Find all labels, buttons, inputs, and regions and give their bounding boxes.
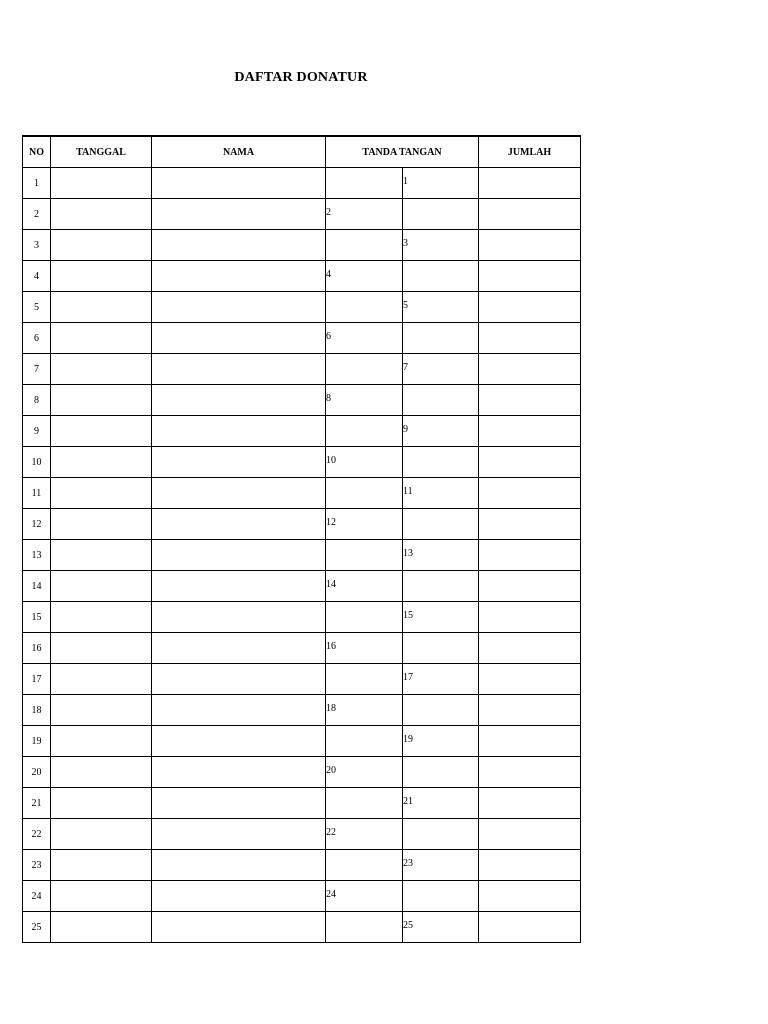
- signature-right-cell[interactable]: [403, 788, 479, 819]
- nama-cell[interactable]: [152, 199, 326, 230]
- tanggal-cell[interactable]: [51, 664, 152, 695]
- signature-number: 10: [326, 454, 336, 466]
- tanggal-cell[interactable]: [51, 323, 152, 354]
- nama-cell[interactable]: [152, 633, 326, 664]
- table-header-row: [23, 136, 581, 168]
- row-number: 4: [23, 261, 51, 292]
- table-row: [23, 571, 581, 602]
- jumlah-cell[interactable]: [479, 261, 581, 292]
- table-row: [23, 354, 581, 385]
- tanggal-cell[interactable]: [51, 540, 152, 571]
- nama-cell[interactable]: [152, 447, 326, 478]
- row-number: 1: [23, 168, 51, 199]
- table-row: [23, 416, 581, 447]
- nama-cell[interactable]: [152, 478, 326, 509]
- signature-number: 1: [403, 175, 408, 187]
- table-row: [23, 540, 581, 571]
- tanggal-cell[interactable]: [51, 261, 152, 292]
- signature-left-cell[interactable]: [326, 230, 403, 261]
- nama-cell[interactable]: [152, 726, 326, 757]
- row-number: 25: [23, 912, 51, 943]
- tanggal-cell[interactable]: [51, 416, 152, 447]
- signature-right-cell[interactable]: [403, 602, 479, 633]
- row-number: 18: [23, 695, 51, 726]
- header-nama: NAMA: [152, 136, 326, 168]
- nama-cell[interactable]: [152, 540, 326, 571]
- row-number: 13: [23, 540, 51, 571]
- tanggal-cell[interactable]: [51, 199, 152, 230]
- nama-cell[interactable]: [152, 571, 326, 602]
- row-number: 24: [23, 881, 51, 912]
- jumlah-cell[interactable]: [479, 788, 581, 819]
- signature-left-cell[interactable]: [326, 292, 403, 323]
- tanggal-cell[interactable]: [51, 726, 152, 757]
- jumlah-cell[interactable]: [479, 540, 581, 571]
- signature-number: 15: [403, 609, 413, 621]
- jumlah-cell[interactable]: [479, 850, 581, 881]
- tanggal-cell[interactable]: [51, 788, 152, 819]
- table-row: [23, 695, 581, 726]
- signature-left-cell[interactable]: [326, 726, 403, 757]
- nama-cell[interactable]: [152, 881, 326, 912]
- signature-left-cell[interactable]: [326, 602, 403, 633]
- jumlah-cell[interactable]: [479, 633, 581, 664]
- signature-left-cell[interactable]: [326, 261, 403, 292]
- tanggal-cell[interactable]: [51, 168, 152, 199]
- jumlah-cell[interactable]: [479, 664, 581, 695]
- signature-left-cell[interactable]: [326, 695, 403, 726]
- signature-number: 8: [326, 392, 331, 404]
- signature-right-cell[interactable]: [403, 509, 479, 540]
- signature-left-cell[interactable]: [326, 323, 403, 354]
- jumlah-cell[interactable]: [479, 323, 581, 354]
- signature-left-cell[interactable]: [326, 168, 403, 199]
- row-number: 22: [23, 819, 51, 850]
- tanggal-cell[interactable]: [51, 633, 152, 664]
- table-row: [23, 199, 581, 230]
- jumlah-cell[interactable]: [479, 416, 581, 447]
- jumlah-cell[interactable]: [479, 695, 581, 726]
- signature-left-cell[interactable]: [326, 633, 403, 664]
- signature-right-cell[interactable]: [403, 912, 479, 943]
- table-row: [23, 478, 581, 509]
- signature-right-cell[interactable]: [403, 757, 479, 788]
- jumlah-cell[interactable]: [479, 292, 581, 323]
- signature-right-cell[interactable]: [403, 199, 479, 230]
- nama-cell[interactable]: [152, 912, 326, 943]
- table-row: [23, 261, 581, 292]
- row-number: 20: [23, 757, 51, 788]
- row-number: 14: [23, 571, 51, 602]
- jumlah-cell[interactable]: [479, 478, 581, 509]
- signature-number: 24: [326, 888, 336, 900]
- row-number: 17: [23, 664, 51, 695]
- nama-cell[interactable]: [152, 261, 326, 292]
- tanggal-cell[interactable]: [51, 695, 152, 726]
- table-row: [23, 323, 581, 354]
- signature-number: 16: [326, 640, 336, 652]
- nama-cell[interactable]: [152, 788, 326, 819]
- jumlah-cell[interactable]: [479, 199, 581, 230]
- table-row: [23, 757, 581, 788]
- jumlah-cell[interactable]: [479, 757, 581, 788]
- signature-left-cell[interactable]: [326, 385, 403, 416]
- tanggal-cell[interactable]: [51, 292, 152, 323]
- signature-left-cell[interactable]: [326, 509, 403, 540]
- jumlah-cell[interactable]: [479, 168, 581, 199]
- signature-right-cell[interactable]: [403, 850, 479, 881]
- table-row: [23, 230, 581, 261]
- nama-cell[interactable]: [152, 850, 326, 881]
- signature-right-cell[interactable]: [403, 633, 479, 664]
- row-number: 9: [23, 416, 51, 447]
- signature-left-cell[interactable]: [326, 478, 403, 509]
- header-tanda-tangan: TANDA TANGAN: [326, 136, 479, 168]
- tanggal-cell[interactable]: [51, 478, 152, 509]
- signature-left-cell[interactable]: [326, 788, 403, 819]
- document-title: DAFTAR DONATUR: [234, 70, 368, 85]
- signature-right-cell[interactable]: [403, 881, 479, 912]
- tanggal-cell[interactable]: [51, 881, 152, 912]
- tanggal-cell[interactable]: [51, 757, 152, 788]
- signature-right-cell[interactable]: [403, 385, 479, 416]
- signature-number: 3: [403, 237, 408, 249]
- table-row: [23, 788, 581, 819]
- jumlah-cell[interactable]: [479, 385, 581, 416]
- signature-number: 12: [326, 516, 336, 528]
- signature-number: 9: [403, 423, 408, 435]
- jumlah-cell[interactable]: [479, 819, 581, 850]
- signature-left-cell[interactable]: [326, 354, 403, 385]
- table-row: [23, 850, 581, 881]
- jumlah-cell[interactable]: [479, 230, 581, 261]
- signature-right-cell[interactable]: [403, 230, 479, 261]
- jumlah-cell[interactable]: [479, 509, 581, 540]
- jumlah-cell[interactable]: [479, 354, 581, 385]
- signature-right-cell[interactable]: [403, 292, 479, 323]
- tanggal-cell[interactable]: [51, 912, 152, 943]
- tanggal-cell[interactable]: [51, 354, 152, 385]
- signature-right-cell[interactable]: [403, 261, 479, 292]
- nama-cell[interactable]: [152, 757, 326, 788]
- signature-number: 5: [403, 299, 408, 311]
- signature-left-cell[interactable]: [326, 757, 403, 788]
- signature-right-cell[interactable]: [403, 354, 479, 385]
- table-row: [23, 385, 581, 416]
- signature-left-cell[interactable]: [326, 571, 403, 602]
- signature-right-cell[interactable]: [403, 416, 479, 447]
- signature-number: 13: [403, 547, 413, 559]
- nama-cell[interactable]: [152, 385, 326, 416]
- tanggal-cell[interactable]: [51, 850, 152, 881]
- tanggal-cell[interactable]: [51, 571, 152, 602]
- table-row: [23, 633, 581, 664]
- row-number: 6: [23, 323, 51, 354]
- header-jumlah: JUMLAH: [479, 136, 581, 168]
- signature-left-cell[interactable]: [326, 416, 403, 447]
- nama-cell[interactable]: [152, 168, 326, 199]
- tanggal-cell[interactable]: [51, 509, 152, 540]
- signature-number: 20: [326, 764, 336, 776]
- nama-cell[interactable]: [152, 819, 326, 850]
- row-number: 3: [23, 230, 51, 261]
- tanggal-cell[interactable]: [51, 230, 152, 261]
- table-row: [23, 726, 581, 757]
- row-number: 11: [23, 478, 51, 509]
- signature-right-cell[interactable]: [403, 478, 479, 509]
- row-number: 15: [23, 602, 51, 633]
- nama-cell[interactable]: [152, 664, 326, 695]
- signature-left-cell[interactable]: [326, 819, 403, 850]
- signature-number: 25: [403, 919, 413, 931]
- nama-cell[interactable]: [152, 416, 326, 447]
- signature-right-cell[interactable]: [403, 447, 479, 478]
- table-row: [23, 912, 581, 943]
- nama-cell[interactable]: [152, 230, 326, 261]
- signature-number: 2: [326, 206, 331, 218]
- nama-cell[interactable]: [152, 354, 326, 385]
- jumlah-cell[interactable]: [479, 571, 581, 602]
- jumlah-cell[interactable]: [479, 602, 581, 633]
- nama-cell[interactable]: [152, 323, 326, 354]
- signature-number: 14: [326, 578, 336, 590]
- signature-number: 23: [403, 857, 413, 869]
- header-tanggal: TANGGAL: [51, 136, 152, 168]
- signature-number: 17: [403, 671, 413, 683]
- table-row: [23, 602, 581, 633]
- jumlah-cell[interactable]: [479, 447, 581, 478]
- header-no: NO: [23, 136, 51, 168]
- row-number: 7: [23, 354, 51, 385]
- tanggal-cell[interactable]: [51, 447, 152, 478]
- signature-left-cell[interactable]: [326, 881, 403, 912]
- signature-number: 6: [326, 330, 331, 342]
- signature-right-cell[interactable]: [403, 168, 479, 199]
- signature-right-cell[interactable]: [403, 819, 479, 850]
- tanggal-cell[interactable]: [51, 819, 152, 850]
- signature-left-cell[interactable]: [326, 540, 403, 571]
- signature-number: 11: [403, 485, 413, 497]
- row-number: 16: [23, 633, 51, 664]
- row-number: 12: [23, 509, 51, 540]
- jumlah-cell[interactable]: [479, 726, 581, 757]
- signature-left-cell[interactable]: [326, 447, 403, 478]
- row-number: 2: [23, 199, 51, 230]
- table-row: [23, 664, 581, 695]
- signature-right-cell[interactable]: [403, 540, 479, 571]
- table-row: [23, 509, 581, 540]
- signature-right-cell[interactable]: [403, 695, 479, 726]
- signature-number: 21: [403, 795, 413, 807]
- signature-left-cell[interactable]: [326, 664, 403, 695]
- row-number: 19: [23, 726, 51, 757]
- tanggal-cell[interactable]: [51, 385, 152, 416]
- row-number: 23: [23, 850, 51, 881]
- table-body: [23, 168, 581, 943]
- jumlah-cell[interactable]: [479, 912, 581, 943]
- signature-left-cell[interactable]: [326, 199, 403, 230]
- tanggal-cell[interactable]: [51, 602, 152, 633]
- nama-cell[interactable]: [152, 292, 326, 323]
- nama-cell[interactable]: [152, 695, 326, 726]
- nama-cell[interactable]: [152, 509, 326, 540]
- row-number: 5: [23, 292, 51, 323]
- table-row: [23, 292, 581, 323]
- table-row: [23, 168, 581, 199]
- signature-number: 18: [326, 702, 336, 714]
- table-row: [23, 819, 581, 850]
- signature-left-cell[interactable]: [326, 912, 403, 943]
- signature-right-cell[interactable]: [403, 664, 479, 695]
- signature-right-cell[interactable]: [403, 726, 479, 757]
- nama-cell[interactable]: [152, 602, 326, 633]
- row-number: 10: [23, 447, 51, 478]
- table-row: [23, 881, 581, 912]
- signature-right-cell[interactable]: [403, 571, 479, 602]
- signature-number: 4: [326, 268, 331, 280]
- row-number: 21: [23, 788, 51, 819]
- signature-number: 7: [403, 361, 408, 373]
- table-row: [23, 447, 581, 478]
- signature-number: 19: [403, 733, 413, 745]
- jumlah-cell[interactable]: [479, 881, 581, 912]
- signature-number: 22: [326, 826, 336, 838]
- signature-left-cell[interactable]: [326, 850, 403, 881]
- row-number: 8: [23, 385, 51, 416]
- donor-table: [22, 135, 581, 943]
- signature-right-cell[interactable]: [403, 323, 479, 354]
